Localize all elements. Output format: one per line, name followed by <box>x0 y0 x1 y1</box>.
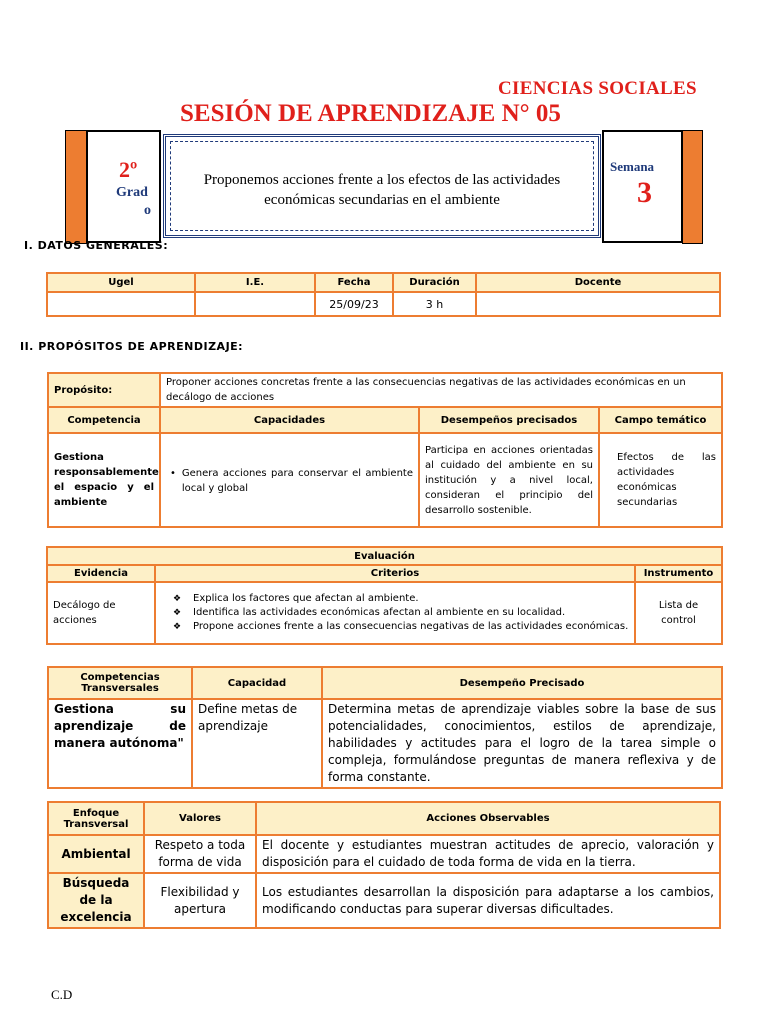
header-acciones: Acciones Observables <box>256 802 720 835</box>
header-capacidad: Capacidad <box>192 667 322 699</box>
right-orange-bar <box>682 130 703 244</box>
enfoque-excelencia: Búsqueda de la excelencia <box>48 873 144 928</box>
datos-generales-table <box>46 272 721 317</box>
cell-ie <box>195 292 315 316</box>
proposito-text: Proponer acciones concretas frente a las consecuencias negativas de las actividades económicas en un decálogo de acciones <box>160 373 722 407</box>
header-campo-tematico: Campo temático <box>599 407 722 433</box>
footer-text: C.D <box>51 987 73 1002</box>
subject-title: CIENCIAS SOCIALES <box>498 78 697 99</box>
capacidad-cell: • Genera acciones para conservar el ambiente local y global <box>160 433 419 527</box>
cell-docente <box>476 292 720 316</box>
evaluacion-title: Evaluación <box>47 547 722 565</box>
section-propositos: II. PROPÓSITOS DE APRENDIZAJE: <box>20 340 244 353</box>
header-valores: Valores <box>144 802 256 835</box>
header-docente: Docente <box>476 273 720 292</box>
transversal-desempeno: Determina metas de aprendizaje viables sobre la base de sus potencialidades, conocimientos, estilos de aprendizaje, habilidades y actitudes para el logro de la tarea simple o compleja, formulándose preguntas de manera reflexiva y de forma constante. <box>322 699 722 788</box>
enfoques-table <box>47 801 721 929</box>
cell-ugel <box>47 292 195 316</box>
header-evidencia: Evidencia <box>47 565 155 582</box>
cell-duracion: 3 h <box>393 292 476 316</box>
criterio-item: ❖ Explica los factores que afectan al ambiente. <box>161 592 629 606</box>
desempeno-cell: Participa en acciones orientadas al cuidado del ambiente en su institución y a nivel local, consideran el principio del desarrollo sostenible. <box>419 433 599 527</box>
section-datos-generales: I. DATOS GENERALES: <box>24 239 169 252</box>
header-instrumento: Instrumento <box>635 565 722 582</box>
enfoque-ambiental: Ambiental <box>48 835 144 873</box>
evaluacion-table <box>46 546 723 645</box>
left-orange-bar <box>65 130 88 244</box>
session-topic-box <box>163 134 601 238</box>
header-enfoque: Enfoque Transversal <box>48 802 144 835</box>
acciones-ambiental: El docente y estudiantes muestran actitudes de aprecio, valoración y disposición para el cuidado de toda forma de vida en la tierra. <box>256 835 720 873</box>
acciones-excelencia: Los estudiantes desarrollan la disposición para adaptarse a los cambios, modificando conductas para superar diversas dificultades. <box>256 873 720 928</box>
evidencia-cell: Decálogo de acciones <box>47 582 155 644</box>
propositos-table <box>47 372 723 528</box>
header-capacidades: Capacidades <box>160 407 419 433</box>
criterio-item: ❖ Propone acciones frente a las consecuencias negativas de las actividades económicas. <box>161 620 629 634</box>
session-topic: Proponemos acciones frente a los efectos de las actividades económicas secundarias en el ambiente <box>203 172 561 208</box>
transversales-table <box>47 666 723 789</box>
proposito-label: Propósito: <box>48 373 160 407</box>
instrumento-cell: Lista de control <box>635 582 722 644</box>
grade-box <box>86 130 161 243</box>
criterios-cell <box>155 582 635 644</box>
criterio-item: ❖ Identifica las actividades económicas afectan al ambiente en su localidad. <box>161 606 629 620</box>
transversal-competencia: Gestiona su aprendizaje de manera autónoma" <box>48 699 192 788</box>
grade-word-end: o <box>144 203 151 218</box>
week-label: Semana <box>610 159 655 174</box>
transversal-capacidad: Define metas de aprendizaje <box>192 699 322 788</box>
header-ie: I.E. <box>195 273 315 292</box>
page-title: SESIÓN DE APRENDIZAJE N° 05 <box>180 100 561 127</box>
week-box <box>602 130 683 243</box>
week-number: 3 <box>637 176 652 209</box>
valor-ambiental: Respeto a toda forma de vida <box>144 835 256 873</box>
bullet-icon: • <box>170 468 176 479</box>
valor-excelencia: Flexibilidad y apertura <box>144 873 256 928</box>
header-criterios: Criterios <box>155 565 635 582</box>
header-duracion: Duración <box>393 273 476 292</box>
header-fecha: Fecha <box>315 273 393 292</box>
header-desempenos: Desempeños precisados <box>419 407 599 433</box>
header-desempeno-precisado: Desempeño Precisado <box>322 667 722 699</box>
campo-cell: Efectos de las actividades económicas secundarias <box>599 433 722 527</box>
header-competencias-transversales: Competencias Transversales <box>48 667 192 699</box>
grade-number: 2º <box>119 157 138 182</box>
cell-fecha: 25/09/23 <box>315 292 393 316</box>
competencia-cell: Gestiona responsablemente el espacio y el ambiente <box>48 433 160 527</box>
header-competencia: Competencia <box>48 407 160 433</box>
header-ugel: Ugel <box>47 273 195 292</box>
grade-word: Grad <box>116 185 148 200</box>
